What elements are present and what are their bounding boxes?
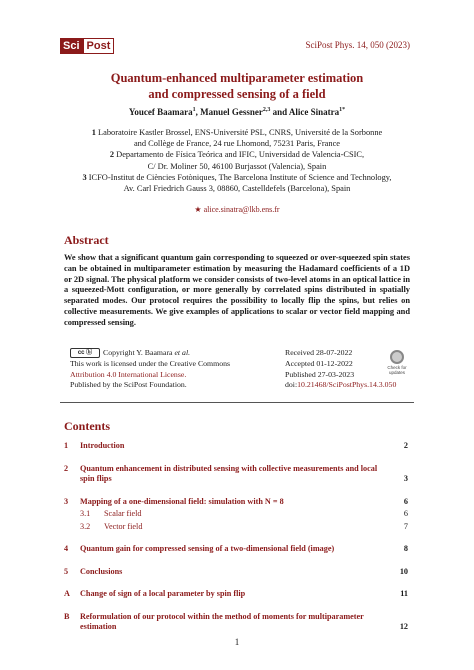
paper-title [0,70,474,102]
toc-entry[interactable] [64,497,408,508]
copyright-line [70,348,270,359]
affiliation-line: and Collège de France, 24 rue Lhomond, 75231 Paris, France [133,139,341,149]
author-sup: 1* [339,107,346,113]
title-line-2: and compressed sensing of a field [148,87,326,101]
toc-entry[interactable] [64,612,408,633]
toc-number: 3.1 [80,509,91,518]
toc-entry[interactable] [64,567,408,578]
toc-number: 5 [64,566,69,576]
author-separator: and [270,107,289,117]
toc-entry[interactable] [64,589,408,600]
contents-heading: Contents [64,419,111,433]
divider [60,402,414,403]
check-for-updates-badge[interactable] [386,350,408,375]
toc-title: Conclusions [80,566,123,576]
affiliations [60,127,414,194]
toc-page: 12 [399,622,408,631]
affiliation-line: Departamento de Física Teórica and IFIC, Universidad de Valencia-CSIC, [116,150,365,160]
journal-reference[interactable]: SciPost Phys. 14, 050 (2023) [305,40,410,50]
toc-number: B [64,611,70,621]
authors [0,107,474,117]
author-name: Manuel Gessner [200,107,263,117]
license-line: This work is licensed under the Creative Commons [70,358,231,368]
license-link[interactable]: Attribution 4.0 International License. [70,369,187,379]
affiliation-number: 2 [109,150,115,160]
affiliation-number: 1 [91,128,96,137]
toc-number: 3.2 [80,521,91,531]
page-number: 1 [234,637,240,647]
author-name: Youcef Baamara [128,107,193,117]
affiliation [60,149,414,160]
doi-link[interactable]: 10.21468/SciPostPhys.14.3.050 [297,380,397,390]
toc-number: 4 [64,544,69,553]
affiliation-line: Av. Carl Friedrich Gauss 3, 08860, Castelldefels (Barcelona), Spain [123,184,351,194]
affiliation-line: ICFO-Institut de Ciències Fotòniques, The Barcelona Institute of Science and Technology, [88,172,392,182]
toc-page: 11 [400,589,408,598]
cc-by-icon[interactable]: cc ⓑ [70,348,100,358]
doi-line [285,380,415,391]
accepted-date: Accepted 01-12-2022 [285,358,353,368]
abstract-heading: Abstract [64,233,109,247]
title-line-1: Quantum-enhanced multiparameter estimation [110,71,364,85]
author-sup: 1 [192,107,196,113]
affiliation [60,127,414,138]
toc-entry[interactable] [64,441,408,452]
toc-number: 1 [64,441,69,450]
et-al: et al. [174,348,191,357]
received-date: Received 28-07-2022 [285,348,353,357]
toc-title: Introduction [80,441,125,450]
author-name: Alice Sinatra [288,107,340,117]
abstract-text: We show that a significant quantum gain corresponding to squeezed or over-squeezed spin states can be obtained in multiparameter estimation by measuring the Hadamard coefficients of a 1D or 2D signal. The physical platform we consider consists of two-level atoms in an optical lattice in a squeezed-Mott configuration, or more generally by correlated spins distributed in spatially separated modes. Our protocol requires the possibility to locally flip the spins, but relies on collective measurements. We give examples of applications to scalar or vector field mapping and compressed sensing. [64,253,410,327]
check-updates-label: updates [388,370,405,375]
scipost-logo [60,38,114,54]
toc-title: Change of sign of a local parameter by spin flip [80,589,246,598]
toc-page: 3 [403,474,408,483]
toc-title: Scalar field [104,509,142,518]
author-sup: 2,3 [262,107,271,113]
published-date: Published 27-03-2023 [285,369,355,379]
check-updates-icon [390,350,404,364]
toc-title: Reformulation of our protocol within the method of moments for multiparameter estimation [80,611,364,631]
toc-title: Quantum gain for compressed sensing of a two-dimensional field (image) [80,544,335,553]
license-block [70,348,270,391]
toc-title: Quantum enhancement in distributed sensing with collective measurements and local spin flips [80,463,378,483]
toc-page: 8 [403,544,408,553]
check-updates-label: Check for [387,365,407,370]
corresponding-email[interactable]: ★ alice.sinatra@lkb.ens.fr [194,205,280,214]
affiliation-line: C/ Dr. Moliner 50, 46100 Burjassot (Valencia), Spain [147,161,327,171]
toc-entry[interactable] [64,464,408,485]
table-of-contents [64,441,408,633]
toc-number: A [64,589,70,598]
toc-page: 7 [403,521,408,531]
toc-number: 2 [64,463,69,473]
affiliation-line: Laboratoire Kastler Brossel, ENS-Université PSL, CNRS, Université de la Sorbonne [98,128,383,137]
toc-title: Vector field [104,521,143,531]
toc-page: 6 [403,509,408,518]
toc-page: 2 [403,441,408,450]
toc-subentry[interactable] [64,522,408,533]
toc-number: 3 [64,496,69,506]
logo-left: Sci [60,38,83,54]
toc-title: Mapping of a one-dimensional field: simulation with N = 8 [80,496,284,506]
affiliation-number: 3 [82,172,87,182]
copyright-text: Copyright Y. Baamara [103,348,175,357]
logo-right: Post [83,38,115,54]
toc-page: 10 [399,566,408,576]
toc-subentry[interactable] [64,509,408,520]
doi-prefix: doi: [285,380,298,390]
affiliation [60,172,414,183]
toc-entry[interactable] [64,544,408,555]
toc-page: 6 [403,496,408,506]
publisher-line: Published by the SciPost Foundation. [70,380,187,390]
author-separator: , [195,107,201,117]
